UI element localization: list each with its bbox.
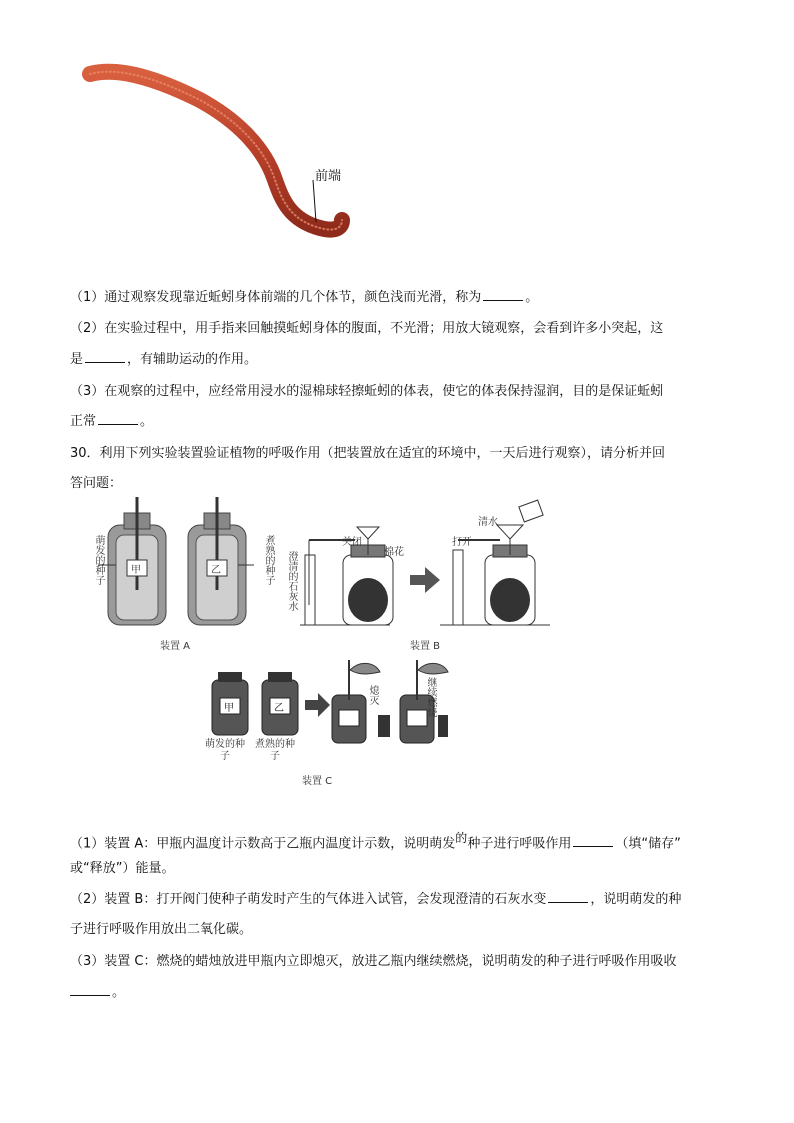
q29-part2-line1: （2）在实验过程中，用手指来回触摸蚯蚓身体的腹面，不光滑；用放大镜观察，会看到许多小突起，这 bbox=[70, 321, 664, 336]
answer-blank bbox=[573, 832, 613, 847]
q30-stem-line2: 答问题： bbox=[70, 476, 123, 491]
device-c-seed2-label: 煮熟的种子 bbox=[255, 739, 295, 762]
q29-part2-line2: 是 ，有辅助运动的作用。 bbox=[70, 344, 730, 375]
device-a-left-label: 萌发的种子 bbox=[93, 535, 104, 585]
answer-blank bbox=[98, 410, 138, 425]
answer-blank bbox=[85, 348, 125, 363]
device-c-out-label: 熄灭 bbox=[367, 685, 378, 705]
device-b-water-label: 清水 bbox=[478, 517, 498, 528]
device-c-seed1-label: 萌发的种子 bbox=[205, 739, 245, 762]
device-a-right-label: 煮熟的种子 bbox=[263, 535, 274, 585]
q30-part1-line1: （1）装置 A：甲瓶内温度计示数高于乙瓶内温度计示数，说明萌发$^的$种子进行呼吸作用 （填“储存” bbox=[70, 831, 681, 852]
q30-part3-line1: （3）装置 C：燃烧的蜡烛放进甲瓶内立即熄灭，放进乙瓶内继续燃烧，说明萌发的种子进行呼吸作用吸收 bbox=[70, 954, 677, 969]
device-b-limewater-label: 澄清的石灰水 bbox=[286, 551, 297, 611]
earthworm-body bbox=[90, 72, 342, 230]
device-b-valve-closed-label: 关闭 bbox=[342, 537, 362, 548]
device-c-jar2-label: 乙 bbox=[274, 703, 284, 714]
q29-part3-line2: 正常 。 bbox=[70, 406, 730, 437]
q30-stem-line1: 30．利用下列实验装置验证植物的呼吸作用（把装置放在适宜的环境中，一天后进行观察），请分析并回 bbox=[70, 446, 666, 461]
worm-front-label: 前端 bbox=[315, 169, 342, 184]
device-c-caption: 装置 C bbox=[302, 776, 333, 787]
q30-part3-line2: 。 bbox=[70, 977, 730, 1008]
q29-part3-line1: （3）在观察的过程中，应经常用浸水的湿棉球轻擦蚯蚓的体表，使它的体表保持湿润，目的是保证蚯蚓 bbox=[70, 384, 664, 399]
q30-part1-line2: 或“释放”）能量。 bbox=[70, 861, 175, 876]
device-b bbox=[295, 495, 560, 655]
device-a-jar2-label: 乙 bbox=[211, 565, 221, 576]
device-b-cotton-label: 棉花 bbox=[384, 547, 404, 558]
device-b-caption: 装置 B bbox=[410, 641, 441, 652]
device-a-caption: 装置 A bbox=[160, 641, 191, 652]
q30-part2-line1: （2）装置 B：打开阀门使种子萌发时产生的气体进入试管，会发现澄清的石灰水变 ，说明萌发的种 bbox=[70, 884, 730, 915]
apparatus-figure bbox=[80, 495, 560, 795]
device-c-jar1-label: 甲 bbox=[224, 703, 234, 714]
answer-blank bbox=[70, 981, 110, 996]
q29-part1: （1）通过观察发现靠近蚯蚓身体前端的几个体节，颜色浅而光滑，称为 。 bbox=[70, 282, 730, 313]
answer-blank bbox=[548, 888, 588, 903]
answer-blank bbox=[483, 286, 523, 301]
device-a bbox=[80, 495, 270, 655]
device-b-valve-open-label: 打开 bbox=[452, 537, 472, 548]
device-c-burn-label: 继续燃烧 bbox=[425, 677, 436, 717]
device-a-jar1-label: 甲 bbox=[131, 565, 141, 576]
q30-part2-line2: 子进行呼吸作用放出二氧化碳。 bbox=[70, 922, 253, 937]
earthworm-figure bbox=[80, 60, 370, 250]
